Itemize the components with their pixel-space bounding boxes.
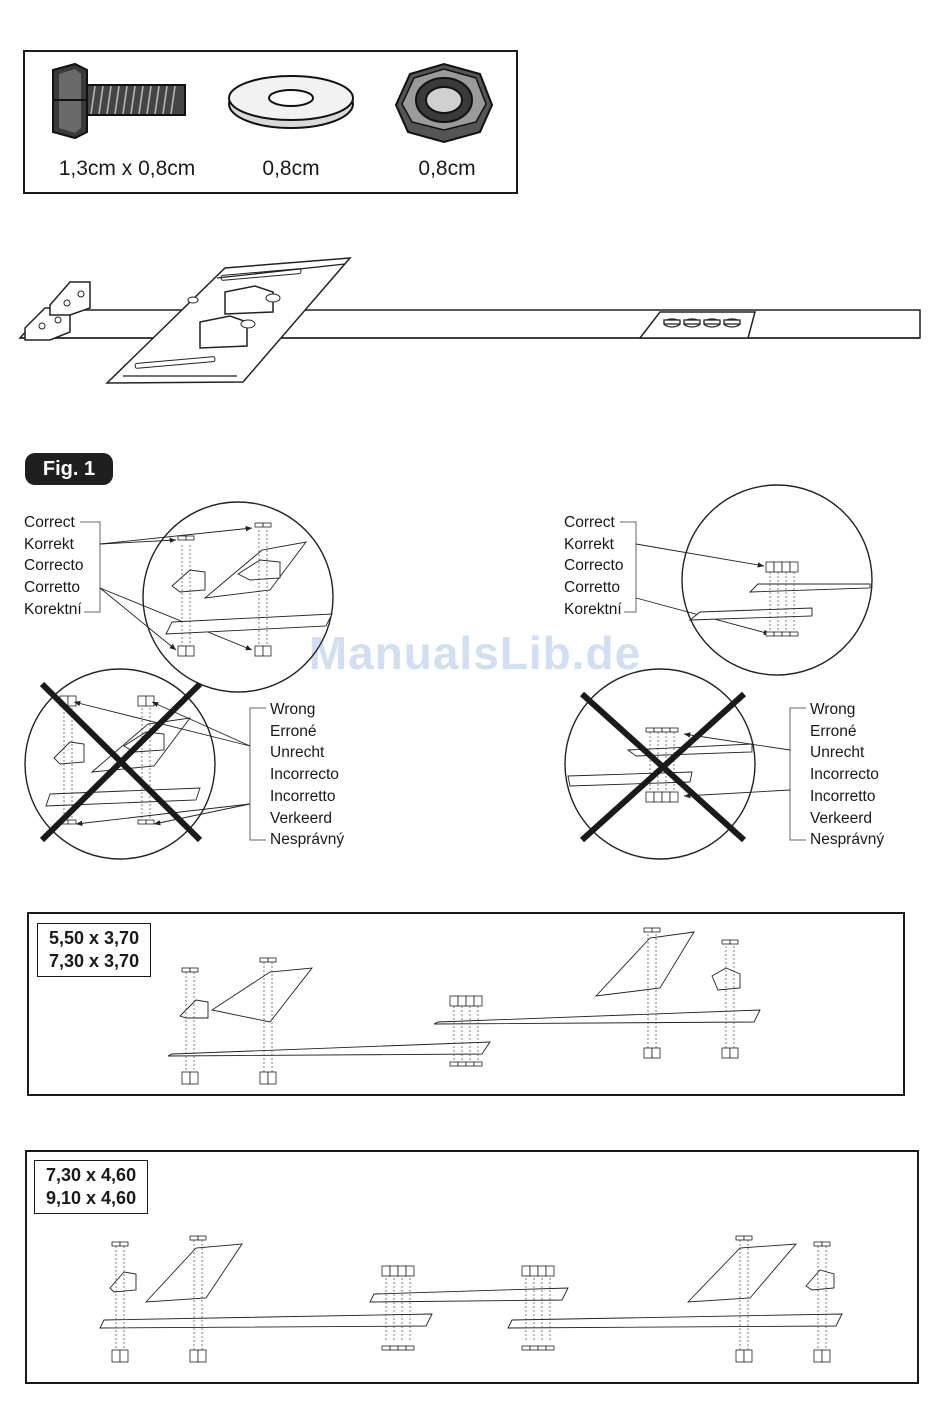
size-line-2: 9,10 x 4,60 — [46, 1188, 137, 1208]
size-line-2: 7,30 x 3,70 — [49, 951, 140, 971]
label-corretto: Corretto — [24, 579, 80, 597]
label-correcto: Correcto — [564, 557, 624, 575]
label-korrekt: Korrekt — [564, 535, 614, 553]
fig1-diagram — [0, 490, 950, 870]
label-nespravny: Nesprávný — [810, 831, 885, 849]
label-nespravny: Nesprávný — [270, 831, 345, 849]
label-incorretto: Incorretto — [270, 787, 336, 805]
label-errone: Erroné — [270, 722, 317, 740]
label-wrong: Wrong — [810, 701, 856, 718]
label-verkeerd: Verkeerd — [270, 809, 333, 827]
nut-icon — [392, 60, 497, 145]
bolt-icon — [45, 62, 195, 142]
nut-size-label: 0,8cm — [418, 157, 476, 180]
label-korektni: Korektní — [564, 600, 622, 618]
label-incorretto: Incorretto — [810, 787, 876, 805]
label-incorrecto: Incorrecto — [810, 766, 879, 784]
size-line-1: 7,30 x 4,60 — [46, 1165, 137, 1185]
bolt-size-label: 1,3cm x 0,8cm — [58, 157, 196, 180]
label-korektni: Korektní — [24, 600, 82, 618]
label-wrong: Wrong — [270, 701, 316, 718]
label-corretto: Corretto — [564, 579, 620, 597]
washer-icon — [226, 72, 356, 132]
frame-assembly-illustration — [15, 250, 930, 390]
label-correct: Correct — [24, 514, 75, 531]
label-korrekt: Korrekt — [24, 535, 74, 553]
washer-size-label: 0,8cm — [262, 157, 320, 180]
label-correcto: Correcto — [24, 557, 84, 575]
label-correct: Correct — [564, 514, 615, 531]
label-errone: Erroné — [810, 722, 857, 740]
size-line-1: 5,50 x 3,70 — [49, 928, 140, 948]
label-unrecht: Unrecht — [270, 744, 325, 762]
label-unrecht: Unrecht — [810, 744, 865, 762]
label-incorrecto: Incorrecto — [270, 766, 339, 784]
assembly-diagram-2 — [0, 1150, 950, 1384]
figure-badge: Fig. 1 — [25, 453, 113, 485]
watermark: ManualsLib.de — [308, 627, 642, 679]
label-verkeerd: Verkeerd — [810, 809, 873, 827]
assembly-diagram-1 — [0, 912, 950, 1096]
